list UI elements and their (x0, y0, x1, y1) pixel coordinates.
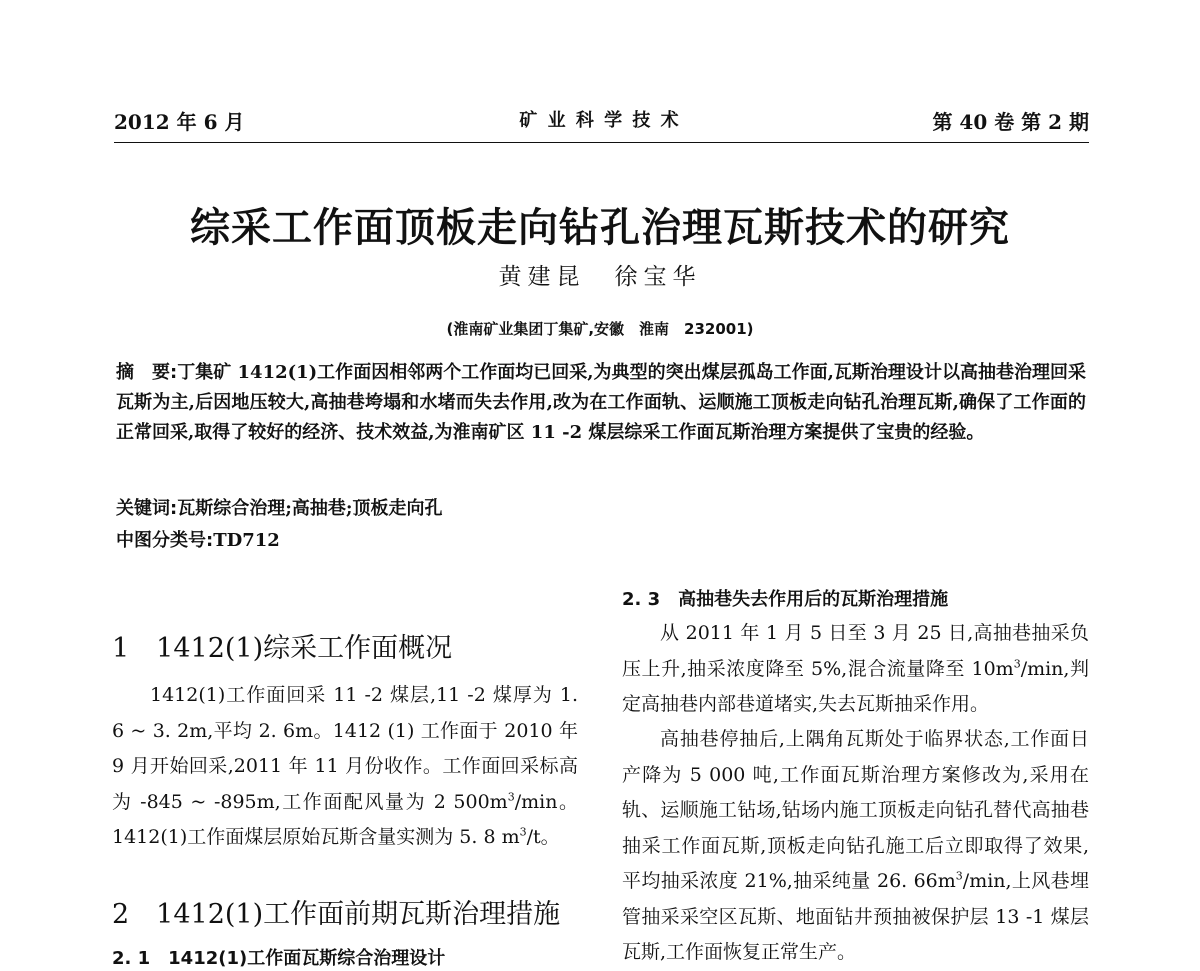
section2-3-heading: 2. 3 高抽巷失去作用后的瓦斯治理措施 (622, 589, 949, 610)
section1-text-a: 1412(1)工作面回采 11 -2 煤层,11 -2 煤厚为 1. 6 ~ 3. 2m,平均 2. 6m。1412 (1) 工作面于 2010 年 9 月开始回采,2011 年 11 月份收作。工作面回采标高为 -845 ~ -895m,工作面配风量为 2 500m (112, 684, 578, 813)
right-p1-text-a: 从 2011 年 1 月 5 日至 3 月 25 日,高抽巷抽采负压上升,抽采浓度降至 5%,混合流量降至 10m (622, 622, 1089, 680)
section1-text-c: /t。 (526, 826, 560, 848)
right-p2-text-a: 高抽巷停抽后,上隅角瓦斯处于临界状态,工作面日产降为 5 000 吨,工作面瓦斯治理方案修改为,采用在轨、运顺施工钻场,钻场内施工顶板走向钻孔替代高抽巷抽采工作面瓦斯,顶板走向钻孔施工后立即取得了效果,平均抽采浓度 21%,抽采纯量 26. 66m (622, 728, 1089, 892)
superscript: 3 (1013, 657, 1021, 671)
keywords (116, 494, 443, 520)
affiliation: (淮南矿业集团丁集矿,安徽 淮南 232001) (446, 320, 754, 338)
right-paragraph-2 (622, 722, 1089, 971)
right-paragraph-1 (622, 616, 1089, 723)
classification-text: TD712 (213, 530, 280, 551)
section1-heading: 1 1412(1)综采工作面概况 (112, 633, 453, 664)
superscript: 3 (507, 790, 515, 804)
classification-label: 中图分类号: (116, 530, 214, 551)
header-volume: 第 40 卷 第 2 期 (932, 110, 1089, 134)
section2-heading: 2 1412(1)工作面前期瓦斯治理措施 (112, 899, 561, 930)
section2-1-heading: 2. 1 1412(1)工作面瓦斯综合治理设计 (112, 948, 446, 969)
header-journal: 矿 业 科 学 技 术 (519, 110, 681, 131)
superscript: 3 (519, 825, 527, 839)
superscript: 3 (955, 869, 963, 883)
right-p1-text-b: /min,判定高抽巷内部巷道堵实,失去瓦斯抽采作用。 (622, 657, 1089, 715)
authors: 黄建昆 徐宝华 (498, 264, 702, 290)
header-date: 2012 年 6 月 (114, 110, 245, 134)
paper-title: 综采工作面顶板走向钻孔治理瓦斯技术的研究 (190, 205, 1010, 251)
abstract (116, 358, 1086, 448)
section1-paragraph (112, 678, 578, 856)
keywords-label: 关键词: (116, 498, 178, 519)
abstract-label: 摘 要: (116, 362, 178, 383)
keywords-text: 瓦斯综合治理;高抽巷;顶板走向孔 (177, 498, 443, 519)
header-rule (114, 142, 1089, 143)
section1-text-b: /min。1412(1)工作面煤层原始瓦斯含量实测为 5. 8 m (112, 790, 578, 848)
right-p2-text-b: /min,上风巷埋管抽采采空区瓦斯、地面钻井预抽被保护层 13 -1 煤层瓦斯,工作面恢复正常生产。 (622, 870, 1089, 963)
abstract-text: 丁集矿 1412(1)工作面因相邻两个工作面均已回采,为典型的突出煤层孤岛工作面,瓦斯治理设计以高抽巷治理回采瓦斯为主,后因地压较大,高抽巷垮塌和水堵而失去作用,改为在工作面轨、运顺施工顶板走向钻孔治理瓦斯,确保了工作面的正常回采,取得了较好的经济、技术效益,为淮南矿区 11 -2 煤层综采工作面瓦斯治理方案提供了宝贵的经验。 (116, 362, 1086, 443)
classification (116, 526, 280, 552)
